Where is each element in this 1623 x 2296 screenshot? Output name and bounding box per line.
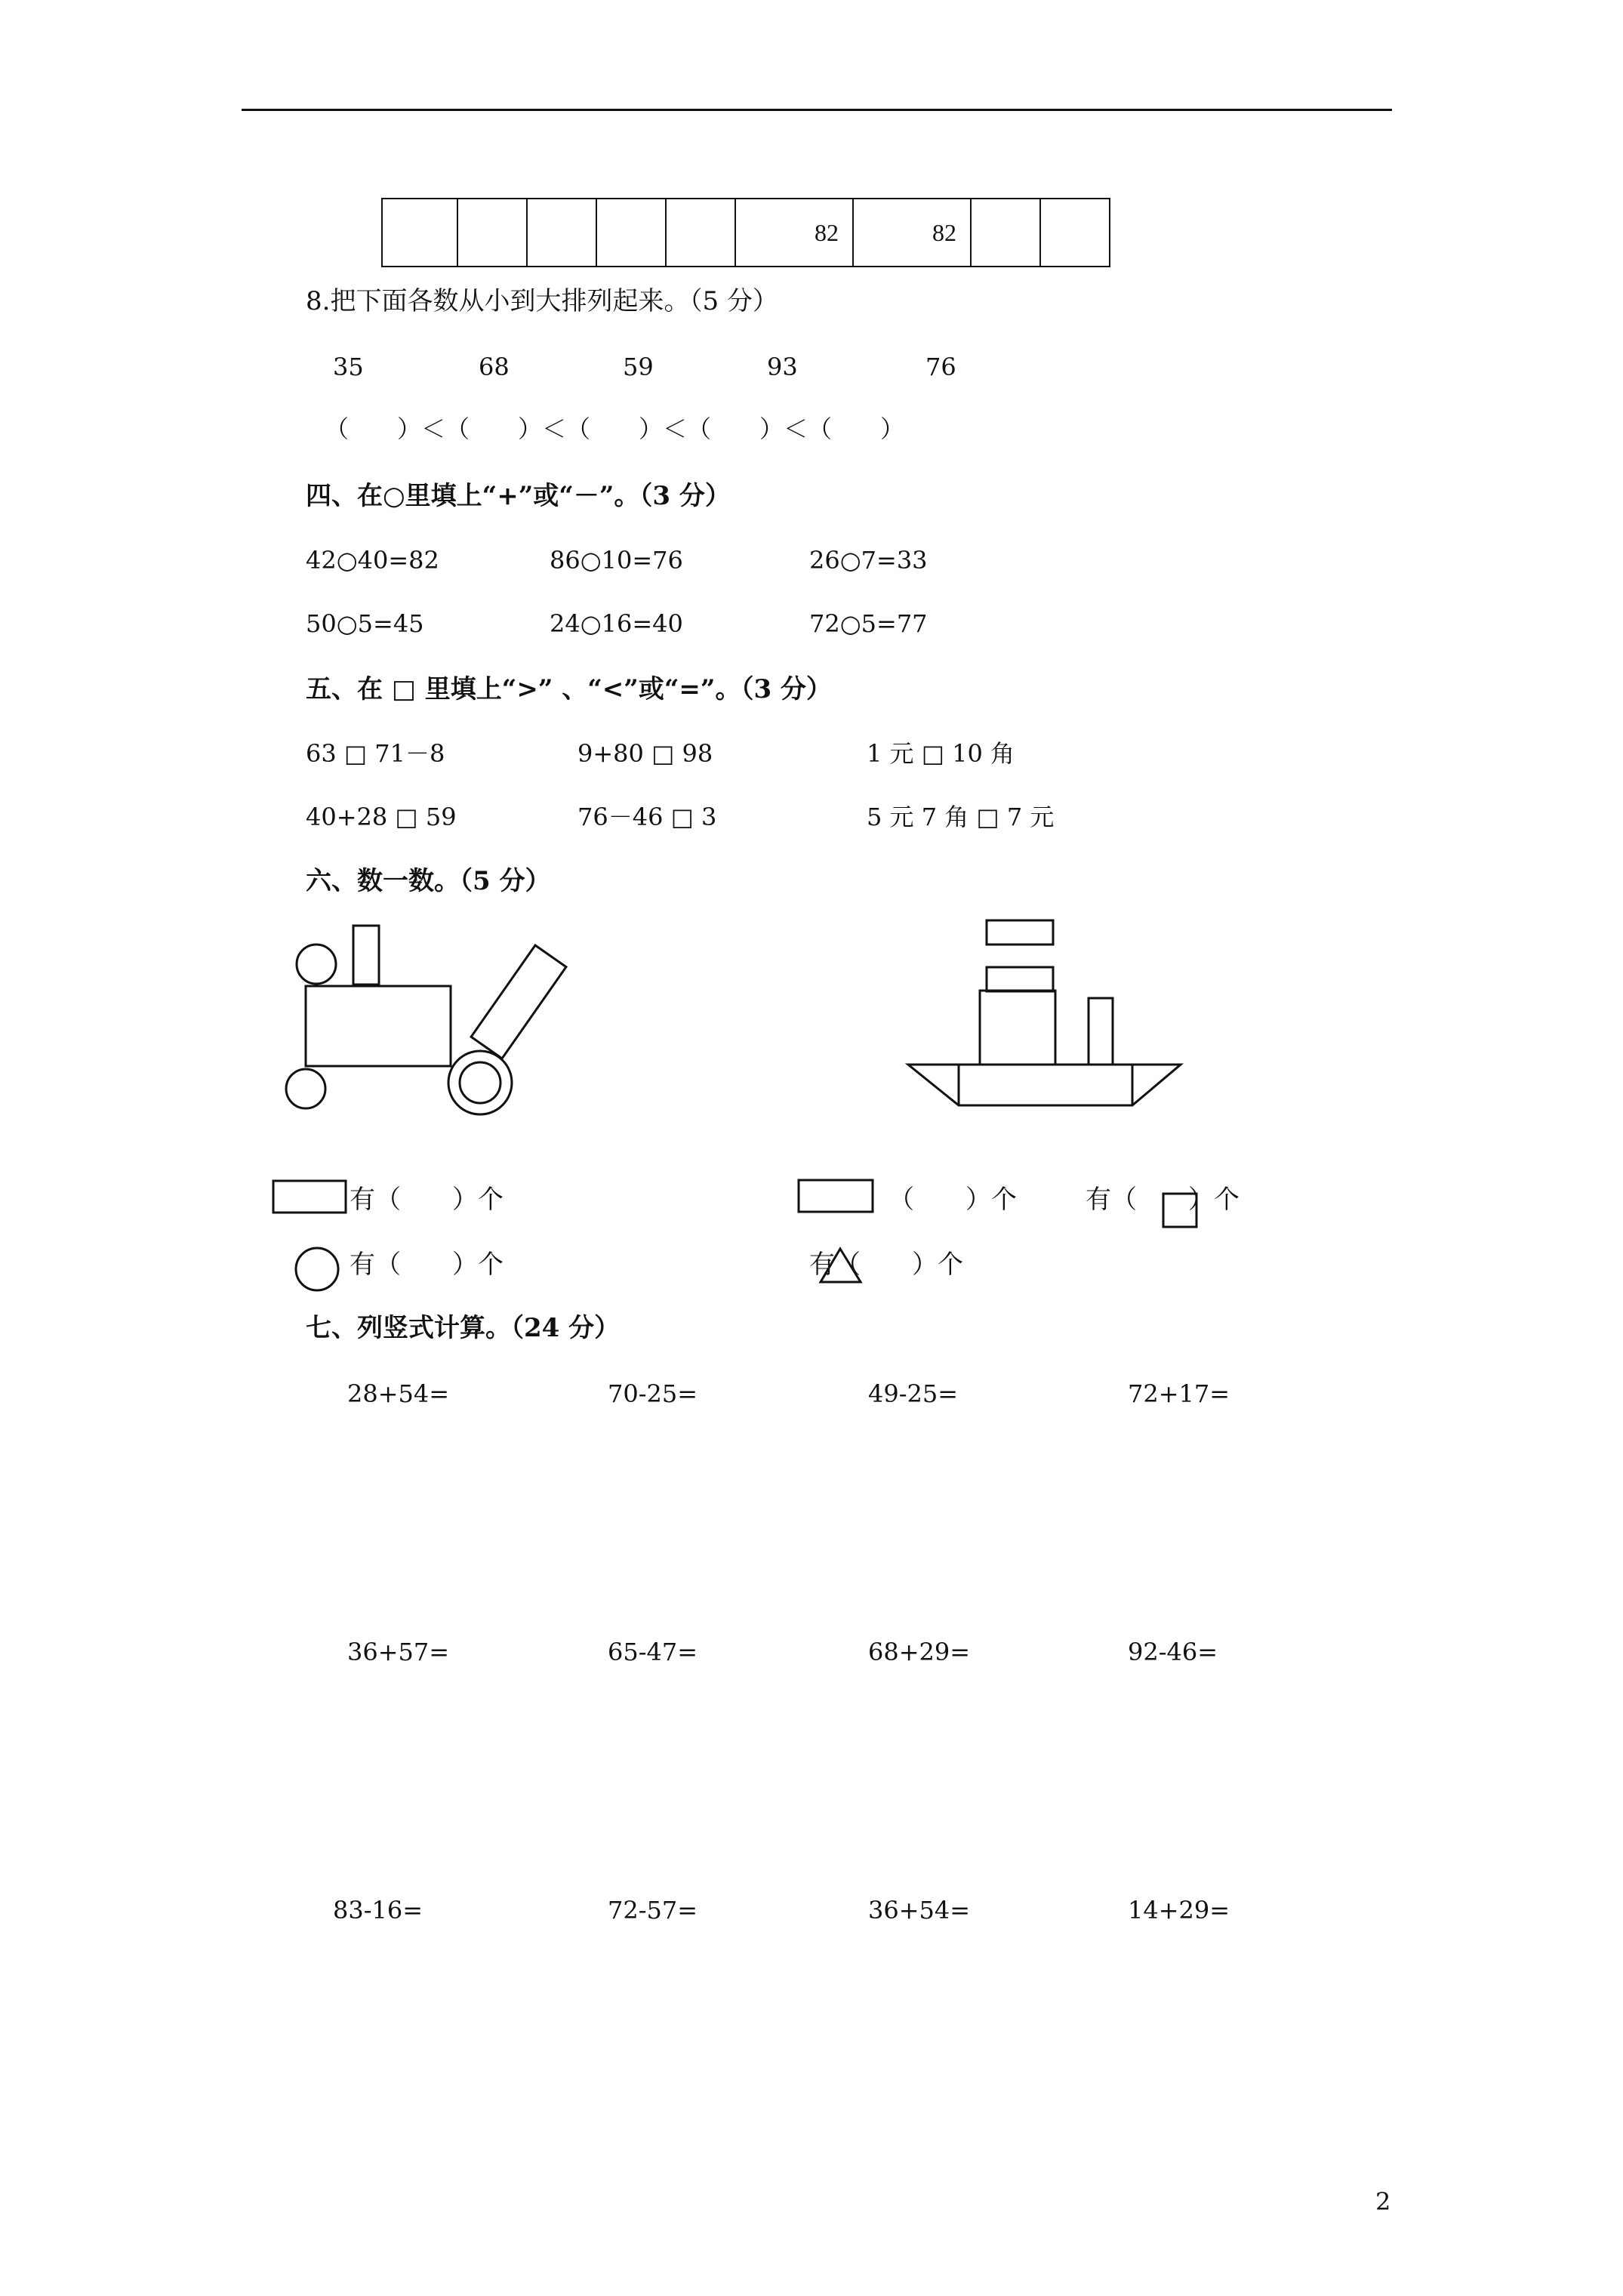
boat-mid-rect <box>987 967 1053 991</box>
boat-top-rect <box>987 920 1053 945</box>
s5-comparison: 40+28 □ 59 <box>306 803 457 831</box>
s5-comparison: 5 元 7 角 □ 7 元 <box>867 803 1055 831</box>
count-line: 有（ ）个 <box>350 1250 504 1280</box>
boat-hull-trapezoid <box>908 1065 1181 1105</box>
s4-equation: 72○5=77 <box>809 609 928 638</box>
s5-comparison: 9+80 □ 98 <box>577 739 713 768</box>
calc-item: 72-57= <box>608 1896 698 1925</box>
calc-item: 92-46= <box>1128 1638 1218 1666</box>
boat-cabin-rect <box>980 991 1055 1065</box>
tractor-chimney-rect <box>353 926 379 985</box>
q8-number: 59 <box>623 353 654 381</box>
tractor-big-wheel-outer <box>448 1051 512 1114</box>
calc-item: 49-25= <box>868 1379 959 1408</box>
table-cell: 82 <box>735 199 853 267</box>
q8-number: 35 <box>333 353 364 381</box>
tractor-big-wheel-inner <box>460 1062 500 1103</box>
section-6-title: 六、数一数。（5 分） <box>306 866 551 896</box>
s4-equation: 86○10=76 <box>550 546 683 575</box>
count-line: 有（ ）个 <box>1086 1185 1240 1215</box>
calc-item: 28+54= <box>347 1379 450 1408</box>
calc-item: 65-47= <box>608 1638 698 1666</box>
s5-comparison: 63 □ 71－8 <box>306 739 445 768</box>
q8-order-line: （ ）＜（ ）＜（ ）＜（ ）＜（ ） <box>325 415 905 443</box>
tractor-figure <box>286 926 566 1114</box>
boat-mast-rect <box>1089 998 1113 1065</box>
q8-title: 8.把下面各数从小到大排列起来。（5 分） <box>306 286 778 316</box>
tractor-body-rect <box>306 986 451 1066</box>
s4-equation: 24○16=40 <box>550 609 683 638</box>
q8-number: 76 <box>925 353 956 381</box>
tractor-arm-rect <box>471 945 566 1059</box>
calc-item: 36+54= <box>868 1896 971 1925</box>
count-line: （ ）个 <box>876 1185 1017 1215</box>
section-5-title: 五、在 □ 里填上“>” 、“<”或“=”。（3 分） <box>306 674 832 704</box>
calc-item: 36+57= <box>347 1638 450 1666</box>
calc-item: 70-25= <box>608 1379 698 1408</box>
calc-item: 68+29= <box>868 1638 971 1666</box>
q8-number: 68 <box>479 353 510 381</box>
s5-comparison: 1 元 □ 10 角 <box>867 739 1015 768</box>
q8-number: 93 <box>767 353 798 381</box>
table-cell: 82 <box>853 199 971 267</box>
circle-shape-icon <box>296 1248 338 1290</box>
s4-equation: 50○5=45 <box>306 609 424 638</box>
calc-item: 14+29= <box>1128 1896 1230 1925</box>
section-4-title: 四、在○里填上“+”或“－”。（3 分） <box>306 481 731 511</box>
boat-figure <box>908 920 1181 1105</box>
calc-item: 72+17= <box>1128 1379 1230 1408</box>
section-7-title: 七、列竖式计算。（24 分） <box>306 1313 621 1343</box>
s4-equation: 42○40=82 <box>306 546 439 575</box>
s5-comparison: 76－46 □ 3 <box>577 803 717 831</box>
rectangle-shape-icon <box>273 1181 346 1213</box>
calc-item: 83-16= <box>333 1896 423 1925</box>
tractor-head-circle <box>297 945 336 984</box>
rectangle-shape-icon <box>799 1180 873 1212</box>
s4-equation: 26○7=33 <box>809 546 928 575</box>
page-number: 2 <box>1375 2187 1391 2216</box>
tractor-small-wheel <box>286 1069 325 1108</box>
count-line: 有（ ）个 <box>350 1185 504 1215</box>
count-line: 有（ ）个 <box>809 1250 963 1280</box>
